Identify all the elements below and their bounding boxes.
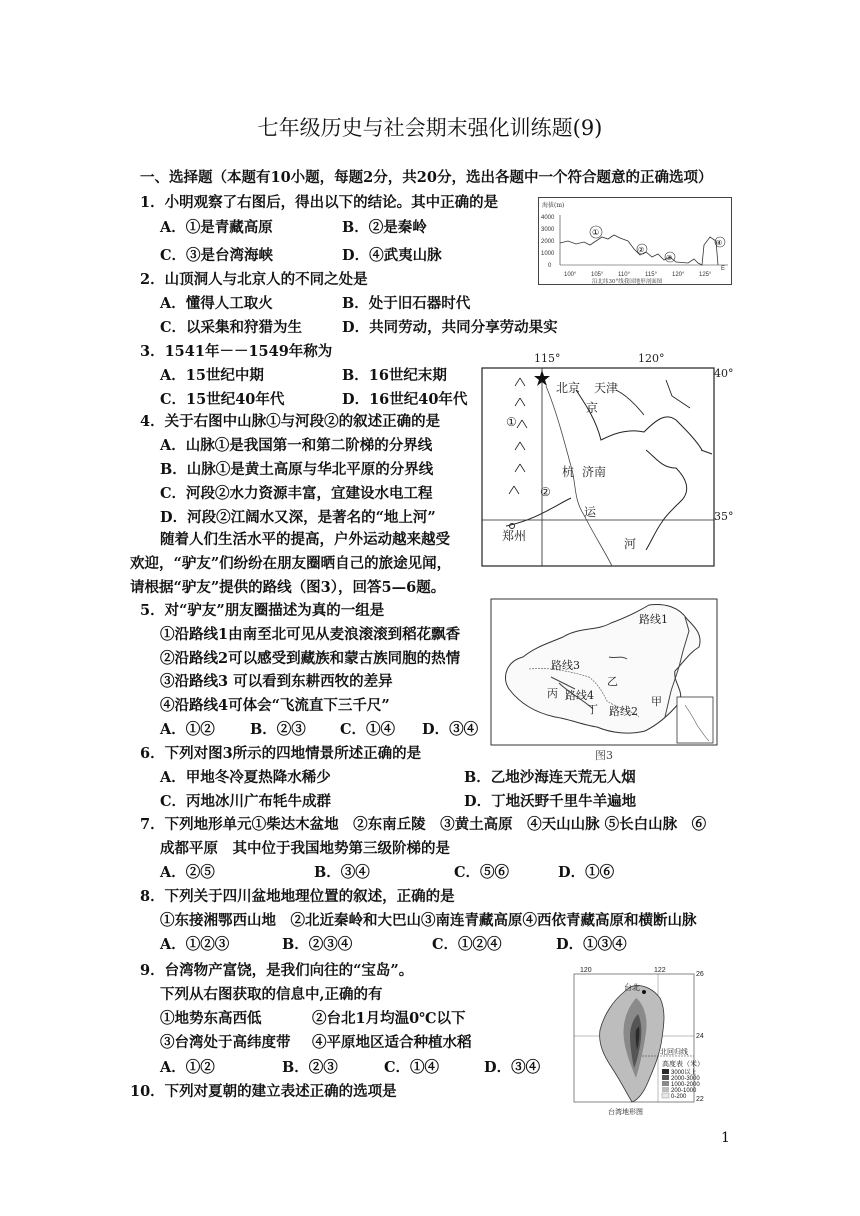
taiwan-lon-120: 120 — [580, 967, 592, 974]
taiwan-legend-5: 0-200 — [671, 1094, 687, 1100]
profile-ytick: 0 — [548, 263, 552, 269]
q8-statements: ①东接湘鄂西山地 ②北近秦岭和大巴山③南连青藏高原④西依青藏高原和横断山脉 — [160, 912, 697, 929]
profile-ytick: 4000 — [541, 215, 555, 221]
profile-ytick: 3000 — [541, 227, 555, 233]
taiwan-legend-title: 高度表（米） — [662, 1060, 704, 1068]
profile-xtick: 120° — [672, 272, 685, 278]
q4-stem: 4．关于右图中山脉①与河段②的叙述正确的是 — [140, 413, 441, 430]
q6-option-a: A．甲地冬冷夏热降水稀少 — [160, 769, 331, 786]
q5-option-b: B．②③ — [250, 721, 306, 738]
map-label-he: 河 — [624, 537, 637, 551]
profile-ytick: 2000 — [541, 239, 555, 245]
q2-option-b: B．处于旧石器时代 — [342, 295, 471, 312]
q9-statement-3: ③台湾处于高纬度带 — [160, 1034, 291, 1051]
profile-xtick: 100° — [564, 272, 577, 278]
q7-option-c: C．⑤⑥ — [454, 864, 510, 881]
q7-stem-line-1: 7．下列地形单元①柴达木盆地 ②东南丘陵 ③黄土高原 ④天山山脉 ⑤长白山脉 ⑥ — [140, 816, 707, 833]
q5-option-a: A．①② — [160, 721, 215, 738]
profile-marker-1: ① — [592, 228, 600, 237]
q9-option-d: D．③④ — [484, 1059, 541, 1076]
map-marker-1: ① — [506, 415, 517, 429]
q7-option-a: A．②⑤ — [160, 864, 215, 881]
q2-stem: 2．山顶洞人与北京人的不同之处是 — [140, 271, 368, 288]
map-marker-2: ② — [540, 485, 551, 499]
q4-option-c: C．河段②水力资源丰富，宜建设水电工程 — [160, 485, 433, 502]
q8-option-d: D．①③④ — [556, 936, 627, 953]
q5-statement-4: ④沿路线4可体会“飞流直下三千尺” — [160, 697, 390, 714]
q1-option-c: C．③是台湾海峡 — [160, 247, 274, 264]
q4-option-a: A．山脉①是我国第一和第二阶梯的分界线 — [160, 437, 433, 454]
q8-option-b: B．②③④ — [282, 936, 353, 953]
map-label-jing: 京 — [586, 401, 599, 415]
q9-statement-2: ②台北1月均温0℃以下 — [312, 1010, 466, 1027]
place-yi: 乙 — [607, 675, 618, 688]
q5-option-d: D．③④ — [422, 721, 479, 738]
q10-stem: 10．下列对夏朝的建立表述正确的选项是 — [130, 1083, 397, 1100]
taiwan-lat-24: 24 — [696, 1033, 704, 1040]
place-ding: 丁 — [587, 703, 598, 716]
figure-3-caption: 图3 — [595, 749, 613, 762]
q5-option-c: C．①④ — [340, 721, 396, 738]
intro-line-2: 欢迎，“驴友”们纷纷在朋友圈晒自己的旅途见闻， — [130, 555, 452, 572]
taiwan-legend-2: 2000-3000 — [671, 1076, 700, 1082]
map-lon-115: 115° — [534, 352, 561, 365]
page-title: 七年级历史与社会期末强化训练题(9) — [257, 116, 603, 140]
q6-option-d: D．丁地沃野千里牛羊遍地 — [464, 793, 637, 810]
profile-marker-2: ② — [638, 246, 645, 254]
q2-option-d: D．共同劳动，共同分享劳动果实 — [342, 319, 558, 336]
q9-stem: 9．台湾物产富饶，是我们向往的“宝岛”。 — [140, 962, 414, 979]
north-china-map — [476, 350, 734, 570]
q9-option-a: A．①② — [160, 1059, 215, 1076]
q6-option-b: B．乙地沙海连天荒无人烟 — [464, 769, 636, 786]
map-lat-40: 40° — [714, 367, 734, 380]
q5-stem: 5．对“驴友”朋友圈描述为真的一组是 — [140, 602, 385, 619]
q3-option-a: A．15世纪中期 — [160, 367, 264, 384]
q5-statement-2: ②沿路线2可以感受到藏族和蒙古族同胞的热情 — [160, 650, 461, 667]
q1-option-a: A．①是青藏高原 — [160, 219, 273, 236]
taiwan-lat-22: 22 — [696, 1096, 704, 1103]
map-lon-120: 120° — [638, 352, 665, 365]
q2-option-a: A．懂得人工取火 — [160, 295, 273, 312]
profile-end-label: E — [721, 266, 726, 272]
route-2-label: 路线2 — [609, 705, 638, 718]
profile-ylabel: 海拔(m) — [542, 202, 565, 209]
q3-stem: 3．1541年－－1549年称为 — [140, 343, 333, 360]
taiwan-legend-4: 200-1000 — [671, 1088, 697, 1094]
q5-statement-3: ③沿路线3 可以看到东耕西牧的差异 — [160, 673, 393, 690]
taiwan-terrain-map — [562, 964, 714, 1136]
page-number: 1 — [721, 1130, 730, 1146]
profile-ytick: 1000 — [541, 251, 555, 257]
section-heading: 一、选择题（本题有10小题，每题2分，共20分，选出各题中一个符合题意的正确选项） — [140, 169, 713, 186]
q9-option-b: B．②③ — [282, 1059, 338, 1076]
q4-option-b: B．山脉①是黄土高原与华北平原的分界线 — [160, 461, 434, 478]
map-label-tianjin: 天津 — [594, 381, 619, 395]
q9-statement-4: ④平原地区适合种植水稻 — [312, 1034, 472, 1051]
profile-xtick: 105° — [591, 272, 604, 278]
q2-option-c: C．以采集和狩猎为生 — [160, 319, 303, 336]
q8-option-a: A．①②③ — [160, 936, 230, 953]
taiwan-caption: 台湾地形图 — [608, 1108, 643, 1116]
q3-option-d: D．16世纪40年代 — [342, 391, 468, 408]
route-3-label: 路线3 — [551, 659, 580, 672]
q1-stem: 1．小明观察了右图后，得出以下的结论。其中正确的是 — [140, 194, 499, 211]
intro-line-1: 随着人们生活水平的提高，户外运动越来越受 — [160, 531, 450, 548]
taiwan-legend-3: 1000-2000 — [671, 1082, 700, 1088]
map-label-yun: 运 — [584, 505, 597, 519]
map-label-jinan: 济南 — [582, 465, 607, 479]
q7-option-b: B．③④ — [314, 864, 370, 881]
taiwan-lon-122: 122 — [654, 967, 666, 974]
place-bing: 丙 — [547, 687, 558, 700]
q8-stem: 8．下列关于四川盆地地理位置的叙述，正确的是 — [140, 888, 455, 905]
q1-option-b: B．②是秦岭 — [342, 219, 427, 236]
route-4-label: 路线4 — [565, 689, 594, 702]
q9-statement-1: ①地势东高西低 — [160, 1010, 262, 1027]
taiwan-lat-26: 26 — [696, 971, 704, 978]
intro-line-3: 请根据“驴友”提供的路线（图3），回答5—6题。 — [130, 579, 446, 596]
place-jia: 甲 — [651, 695, 662, 708]
china-routes-map — [489, 597, 719, 767]
profile-xtick: 115° — [645, 272, 657, 278]
q1-option-d: D．④武夷山脉 — [342, 247, 442, 264]
profile-xtick: 110° — [618, 272, 630, 278]
profile-caption: 沿北纬30°线我国地形剖面图 — [592, 279, 663, 285]
q5-statement-1: ①沿路线1由南至北可见从麦浪滚滚到稻花飘香 — [160, 626, 461, 643]
q7-stem-line-2: 成都平原 其中位于我国地势第三级阶梯的是 — [160, 840, 450, 857]
terrain-profile-figure — [538, 197, 732, 285]
profile-marker-3: ③ — [666, 254, 673, 262]
q3-option-b: B．16世纪末期 — [342, 367, 447, 384]
taiwan-label-taibei: 台北 — [624, 983, 640, 992]
q6-option-c: C．丙地冰川广布牦牛成群 — [160, 793, 332, 810]
map-label-zhengzhou: 郑州 — [502, 529, 527, 543]
profile-xtick: 125° — [699, 272, 712, 278]
q9-stem-line-2: 下列从右图获取的信息中,正确的有 — [160, 986, 383, 1003]
map-label-beijing: 北京 — [556, 381, 581, 395]
q8-option-c: C．①②④ — [432, 936, 502, 953]
taiwan-label-tropic: 北回归线 — [660, 1048, 688, 1056]
taiwan-legend-1: 3000以上 — [671, 1070, 697, 1076]
profile-marker-4: ④ — [716, 239, 723, 247]
map-lat-35: 35° — [714, 510, 734, 523]
q6-stem: 6．下列对图3所示的四地情景所述正确的是 — [140, 745, 422, 762]
q7-option-d: D．①⑥ — [558, 864, 615, 881]
map-label-hang: 杭 — [562, 465, 575, 479]
q3-option-c: C．15世纪40年代 — [160, 391, 285, 408]
q9-option-c: C．①④ — [384, 1059, 440, 1076]
q4-option-d: D．河段②江阔水又深，是著名的“地上河” — [160, 509, 436, 526]
route-1-label: 路线1 — [639, 613, 668, 626]
